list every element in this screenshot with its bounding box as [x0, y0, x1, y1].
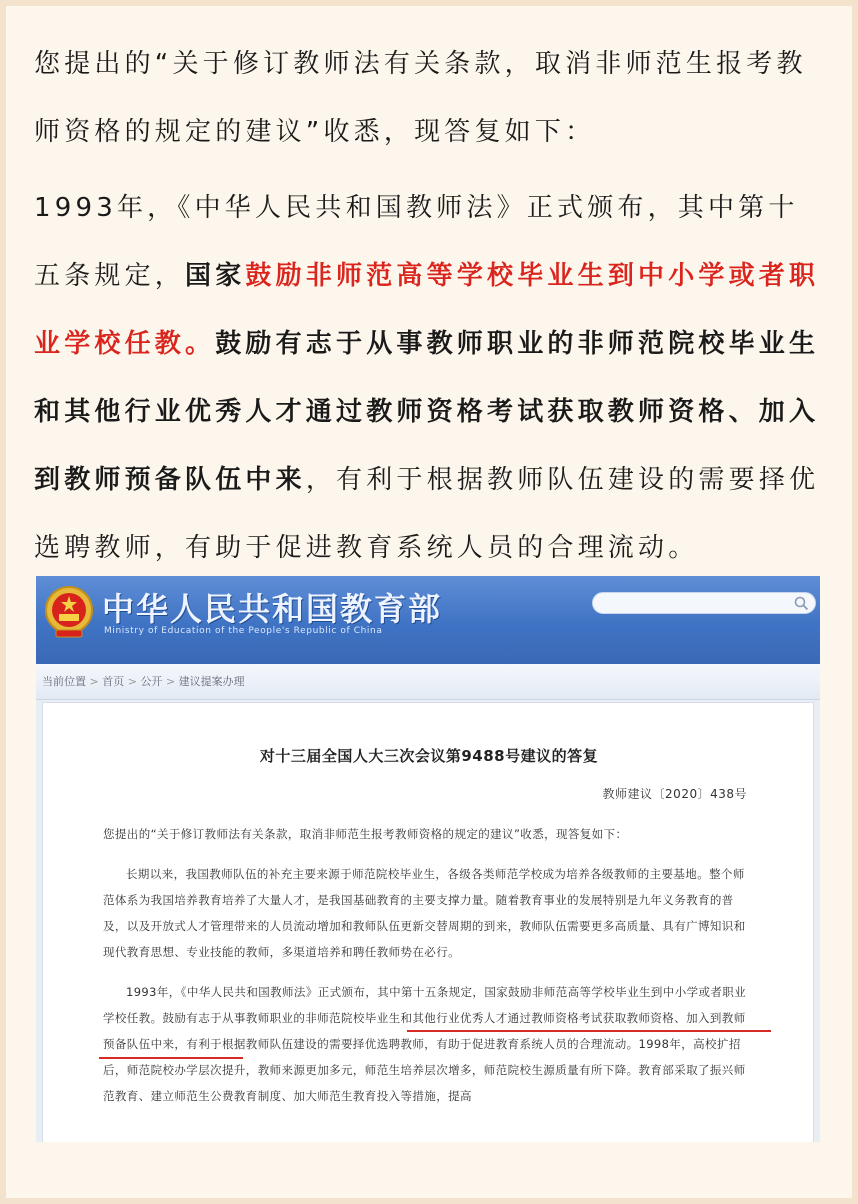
breadcrumb — [36, 664, 820, 700]
breadcrumb-item[interactable]: > 建议提案办理 — [166, 675, 245, 688]
document-panel — [42, 702, 814, 1142]
ministry-page-screenshot — [36, 576, 820, 1142]
document-number: 教师建议〔2020〕438号 — [602, 787, 747, 801]
ministry-site-subtitle: Ministry of Education of the People's Republic of China — [104, 626, 383, 636]
breadcrumb-item[interactable]: > 公开 — [128, 675, 163, 688]
article-paragraph-1 — [34, 30, 826, 166]
breadcrumb-item[interactable]: > 首页 — [90, 675, 125, 688]
article-text — [34, 30, 826, 582]
article-bold-encourage: 鼓励有志于从事教师职业的非师范院校毕业生和其他行业优秀人才通过教师资格考试获取教师资格、加入到教师预备队伍中来 — [34, 329, 820, 495]
document-paragraph: 您提出的“关于修订教师法有关条款，取消非师范生报考教师资格的规定的建议”收悉，现答复如下： — [103, 827, 628, 841]
article-bold-country: 国家 — [185, 261, 246, 291]
document-paragraph: 1993年，《中华人民共和国教师法》正式颁布，其中第十五条规定，国家鼓励非师范高等学校毕业生到中小学或者职业学校任教。鼓励有志于从事教师职业的非师范院校毕业生和其他行业优秀人才通过教师资格考试获取教师资格、加入到教师预备队伍中来，有利于根据教师队伍建设的需要择优选聘教师，有助于促进教育系统人员的合理流动。1998年，高校扩招后，师范院校办学层次提升，教师来源更加多元，师范生培养层次增多，师范院校生源质量有所下降。教育部采取了振兴师范教育、建立师范生公费教育制度、加大师范生教育投入等措施，提高 — [103, 985, 747, 1103]
document-body — [103, 821, 753, 1109]
article-conclusion: ，有利于根据教师队伍建设的需要择优选聘教师，有助于促进教育系统人员的合理流动。 — [34, 465, 820, 563]
red-underline-annotation — [99, 1057, 243, 1059]
red-underline-annotation — [407, 1030, 771, 1032]
article-paragraph-2 — [34, 174, 826, 582]
document-paragraph: 长期以来，我国教师队伍的补充主要来源于师范院校毕业生，各级各类师范学校成为培养各级教师的主要基地。整个师范体系为我国培养教育培养了大量人才，是我国基础教育的主要支撑力量。随着教育事业的发展特别是九年义务教育的普及，以及开放式人才管理带来的人员流动增加和教师队伍更新交替周期的到来，教师队伍需要更多高质量、具有广博知识和现代教育思想、专业技能的教师，多渠道培养和聘任教师势在必行。 — [103, 867, 746, 959]
article-red-highlight: 鼓励非师范高等学校毕业生到中小学或者职业学校任教。 — [34, 261, 820, 359]
breadcrumb-item: 当前位置 — [42, 675, 86, 688]
national-emblem-icon — [44, 584, 94, 640]
document-title: 对十三届全国人大三次会议第9488号建议的答复 — [259, 747, 599, 765]
ministry-site-title: 中华人民共和国教育部 — [102, 590, 443, 628]
article-intro-text: 您提出的“关于修订教师法有关条款，取消非师范生报考教师资格的规定的建议”收悉，现答复如下： — [34, 49, 807, 147]
site-search-input[interactable] — [592, 592, 816, 614]
search-icon[interactable] — [794, 596, 809, 611]
ministry-header — [36, 576, 820, 664]
article-law-intro: 1993年，《中华人民共和国教师法》正式颁布，其中第十五条规定， — [34, 193, 799, 291]
